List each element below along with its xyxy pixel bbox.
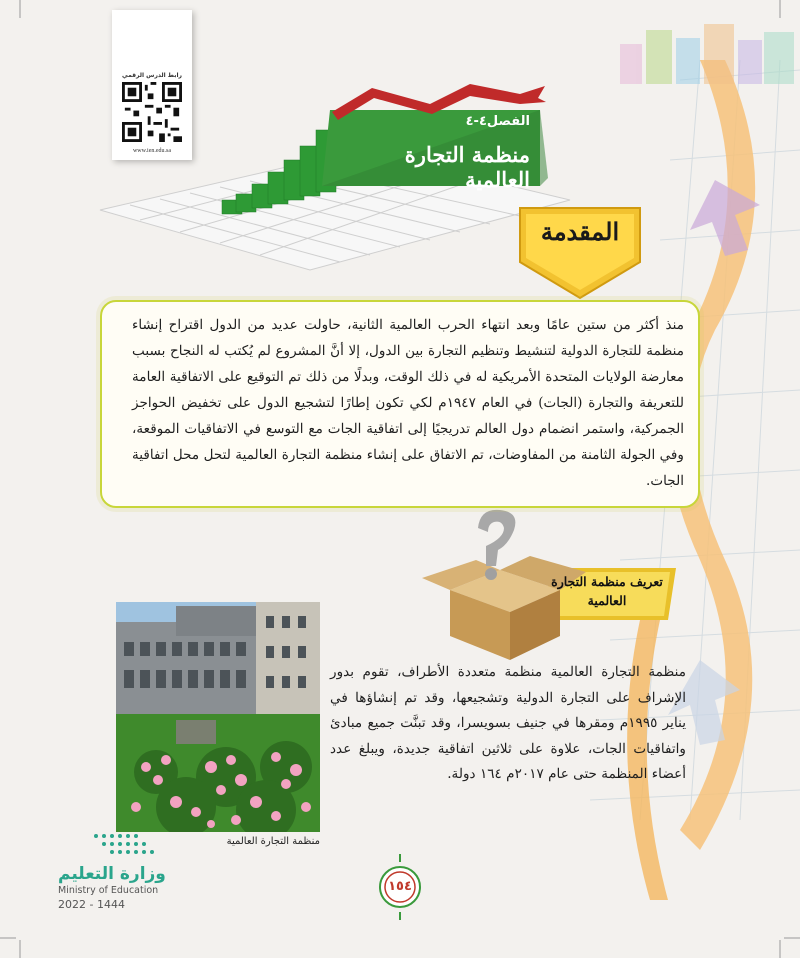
definition-tag-label: تعريف منظمة التجارة العالمية bbox=[551, 574, 663, 608]
wto-building-photo bbox=[116, 602, 320, 832]
digital-lesson-qr-card[interactable] bbox=[112, 10, 192, 160]
qr-url[interactable]: www.ien.edu.sa bbox=[132, 148, 172, 154]
intro-heading: المقدمة bbox=[540, 217, 620, 246]
qr-label: رابط الدرس الرقمي bbox=[122, 72, 182, 79]
ministry-logo-arabic: وزارة التعليم bbox=[58, 864, 166, 884]
edition-year: 2022 - 1444 bbox=[58, 898, 125, 911]
intro-paragraph: منذ أكثر من ستين عامًا وبعد انتهاء الحرب العالمية الثانية، حاولت عديد من الدول اقتراح إنشاء منظمة للتجارة الدولية لتنشيط وتنظيم التجارة بين الدول، إلا أنَّ المشروع لم يُكتب له النجاح بسبب معارضة الولايات المتحدة الأمريكية له في ذلك الوقت، وبدلًا من ذلك تم التوقيع على الاتفاقية العامة للتعريفة والتجارة (الجات) في العام ١٩٤٧م لكي تكون إطارًا لتشجيع الدول على تخفيض الحواجز الجمركية، واستمر انضمام دول العالم تدريجيًا إلى اتفاقية الجات مع التوسع في الاتفاقيات الموقعة، وفي الجولة الثامنة من المفاوضات، تم الاتفاق على إنشاء منظمة التجارة العالمية لتحل محل اتفاقية الجات. bbox=[132, 317, 684, 489]
photo-caption: منظمة التجارة العالمية bbox=[226, 836, 320, 847]
intro-text-box bbox=[100, 300, 700, 508]
ministry-logo-english: Ministry of Education bbox=[58, 885, 159, 896]
chapter-title: منظمة التجارة العالمية bbox=[404, 142, 530, 192]
chapter-number: الفصل٤-٤ bbox=[465, 114, 530, 129]
wto-building-illustration bbox=[116, 602, 320, 832]
qr-code-icon[interactable] bbox=[122, 82, 182, 142]
page-number: ١٥٤ bbox=[388, 879, 412, 894]
definition-paragraph: منظمة التجارة العالمية منظمة متعددة الأطراف، تقوم بدور الإشراف على التجارة الدولية وتشجيعها، وقد تم إنشاؤها في يناير ١٩٩٥م ومقرها في جنيف بسويسرا، وقد تبنَّت جميع مبادئ واتفاقيات الجات، علاوة على ثلاثين اتفاقية جديدة، ويبلغ عدد أعضاء المنظمة حتى عام ٢٠١٧م ١٦٤ دولة. bbox=[330, 664, 686, 782]
